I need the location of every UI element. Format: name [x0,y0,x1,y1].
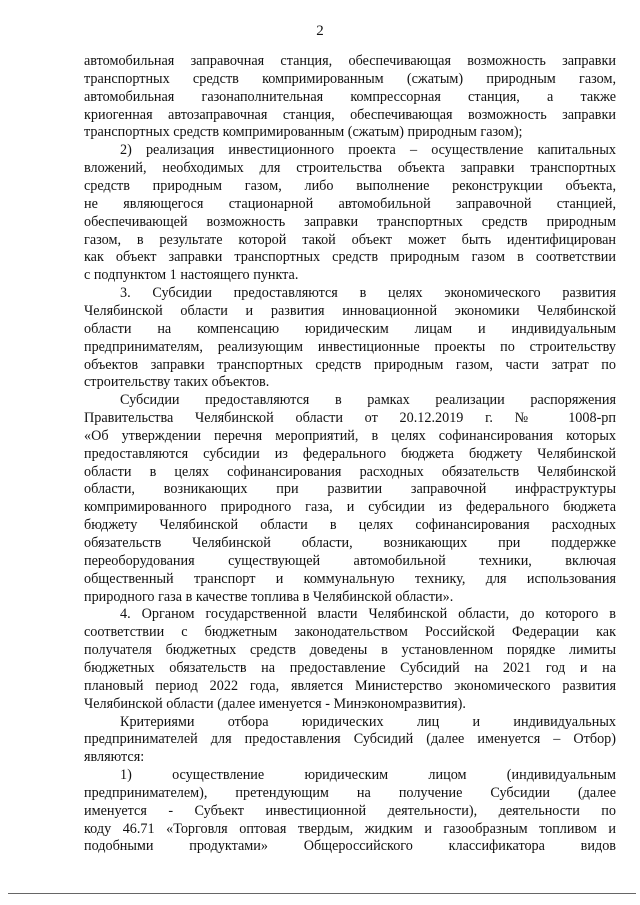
text-line: плановый период 2022 года, является Министерство экономического развития [84,677,616,694]
text-line: 3. Субсидии предоставляются в целях экономического развития [120,285,616,302]
text-line: Челябинской области и развития инновационной экономики Челябинской [84,302,616,319]
text-line: строительству таких объектов. [84,374,270,391]
text-line: не являющегося стационарной автомобильной заправочной станцией, [84,195,616,212]
text-line: обеспечивающей возможность заправки транспортных средств природным [84,213,616,230]
text-line: получателя бюджетных средств доведены в установленном порядке лимиты [84,642,616,659]
text-line: общественный транспорт и коммунальную технику, для использования [84,570,616,587]
text-line: коду 46.71 «Торговля оптовая твердым, жидким и газообразным топливом и [84,820,616,837]
text-line: вложений, необходимых для строительства объекта заправки транспортных [84,160,616,177]
text-line: подобными продуктами» Общероссийского классификатора видов [84,838,616,855]
text-line: 4. Органом государственной власти Челябинской области, до которого в [120,606,616,623]
text-line: как объект заправки транспортных средств природным газом в соответствии [84,249,616,266]
text-line: предпринимателям, реализующим инвестиционные проекты по строительству [84,338,616,355]
text-line: обязательств Челябинской области, возникающих при поддержке [84,535,616,551]
text-line: 1) осуществление юридическим лицом (индивидуальным [120,767,616,783]
text-line: переоборудования существующей автомобильной техники, включая [84,552,616,569]
text-line: области в целях софинансирования расходных обязательств Челябинской [84,463,616,480]
text-line: средств природным газом, либо выполнение реконструкции объекта, [84,178,616,194]
text-line: Правительства Челябинской области от 20.12.2019 г. № 1008-рп [84,410,616,426]
bottom-border-line [8,893,636,894]
page-number: 2 [316,23,324,39]
text-line: газом, в результате которой такой объект может быть идентифицирован [84,231,616,248]
text-line: Субсидии предоставляются в рамках реализации распоряжения [120,392,616,409]
text-line: природного газа в качестве топлива в Челябинской области». [84,588,454,605]
text-line: 2) реализация инвестиционного проекта – осуществление капитальных [120,142,616,159]
text-line: транспортных средств компримированным (сжатым) природным газом, [84,70,616,87]
text-line: бюджету Челябинской области в целях софинансирования расходных [84,517,616,534]
text-line: именуется - Субъект инвестиционной деятельности), деятельности по [84,802,616,819]
text-line: бюджетных обязательств на предоставление Субсидий на 2021 год и на [84,659,616,676]
text-line: предпринимателем), претендующим на получение Субсидии (далее [84,784,616,801]
text-line: Критериями отбора юридических лиц и индивидуальных [120,713,616,730]
text-line: объектов заправки транспортных средств природным газом, части затрат по [84,356,616,373]
text-line: предоставляются субсидии из федерального бюджета бюджету Челябинской [84,445,616,462]
text-line: Челябинской области (далее именуется - Минэкономразвития). [84,695,466,712]
text-line: автомобильная заправочная станция, обеспечивающая возможность заправки [84,53,616,69]
text-line: криогенная автозаправочная станция, обеспечивающая возможность заправки [84,106,616,123]
text-line: «Об утверждении перечня мероприятий, в целях софинансирования которых [84,427,616,444]
text-line: области, возникающих при развитии заправочной инфраструктуры [84,481,616,498]
text-line: области на компенсацию юридическим лицам и индивидуальным [84,320,616,337]
text-line: являются: [84,749,145,766]
text-line: компримированного природного газа, и субсидии из федерального бюджета [84,499,616,516]
text-line: предпринимателей для предоставления Субсидий (далее именуется – Отбор) [84,731,616,748]
text-line: соответствии с бюджетным законодательством Российской Федерации как [84,624,616,641]
text-line: с подпунктом 1 настоящего пункта. [84,267,299,284]
text-line: автомобильная газонаполнительная компрессорная станция, а также [84,88,616,105]
text-line: транспортных средств компримированным (сжатым) природным газом); [84,124,523,141]
